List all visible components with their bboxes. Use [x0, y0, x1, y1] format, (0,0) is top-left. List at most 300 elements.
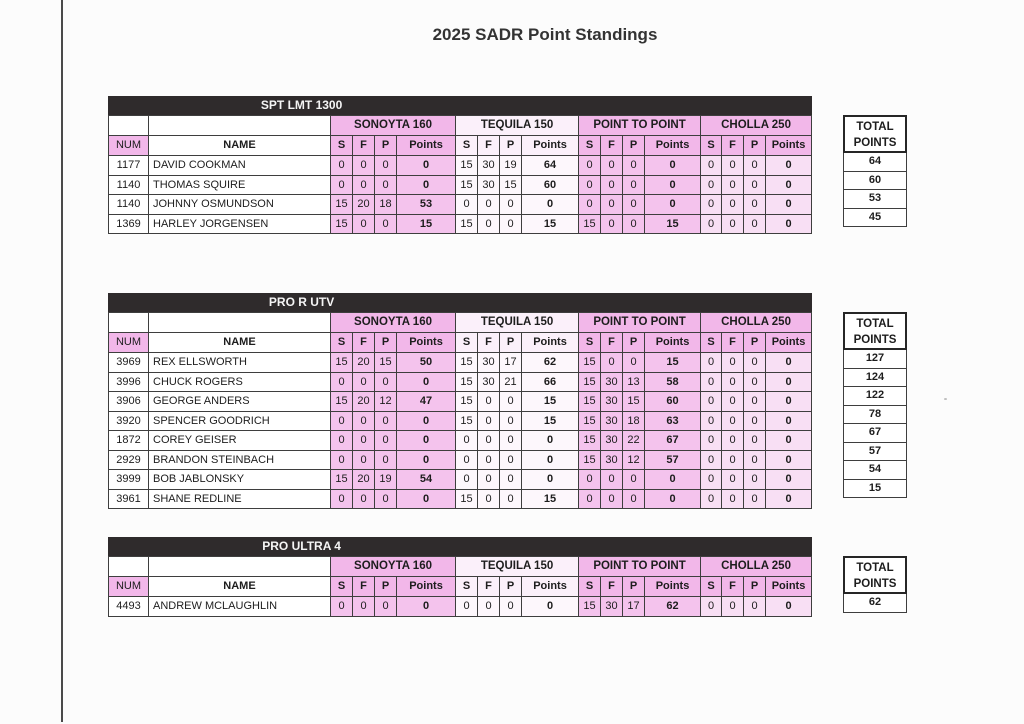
- blank-cell: [149, 313, 331, 333]
- page-edge-line: [61, 0, 63, 722]
- sub-header: P: [744, 136, 766, 156]
- score-cell: 15: [331, 392, 353, 412]
- sub-header: P: [500, 136, 522, 156]
- score-cell: 0: [478, 214, 500, 234]
- points-cell: 0: [522, 597, 579, 617]
- score-cell: 0: [353, 214, 375, 234]
- score-cell: 15: [579, 597, 601, 617]
- score-cell: 0: [601, 175, 623, 195]
- name-cell: GEORGE ANDERS: [149, 392, 331, 412]
- score-cell: 0: [623, 470, 645, 490]
- sub-header: F: [601, 577, 623, 597]
- points-cell: 15: [522, 214, 579, 234]
- sub-header: S: [331, 577, 353, 597]
- standings-section-pro-ultra-4: [108, 537, 897, 617]
- total-cell: 62: [843, 594, 907, 613]
- scan-speck: [944, 398, 947, 400]
- num-header: NUM: [109, 333, 149, 353]
- score-cell: 15: [456, 214, 478, 234]
- score-cell: 15: [456, 353, 478, 373]
- sub-header: Points: [522, 577, 579, 597]
- score-cell: 17: [500, 353, 522, 373]
- score-cell: 15: [456, 156, 478, 176]
- points-cell: 66: [522, 372, 579, 392]
- score-cell: 0: [701, 489, 722, 509]
- score-cell: 0: [722, 431, 744, 451]
- race-header: TEQUILA 150: [456, 313, 579, 333]
- sub-header: F: [353, 136, 375, 156]
- points-cell: 0: [397, 597, 456, 617]
- score-cell: 0: [375, 156, 397, 176]
- driver-row: [109, 175, 812, 195]
- sub-header: F: [722, 136, 744, 156]
- points-cell: 0: [766, 372, 812, 392]
- sub-header: Points: [397, 136, 456, 156]
- sub-header: S: [579, 577, 601, 597]
- sub-header: S: [579, 136, 601, 156]
- score-cell: 0: [744, 372, 766, 392]
- score-cell: 12: [375, 392, 397, 412]
- sub-header: P: [500, 333, 522, 353]
- points-cell: 63: [645, 411, 701, 431]
- name-cell: SHANE REDLINE: [149, 489, 331, 509]
- blank-cell: [149, 116, 331, 136]
- score-cell: 15: [579, 431, 601, 451]
- race-header: SONOYTA 160: [331, 557, 456, 577]
- score-cell: 15: [331, 353, 353, 373]
- num-cell: 4493: [109, 597, 149, 617]
- total-cell: 127: [843, 350, 907, 369]
- score-cell: 15: [579, 353, 601, 373]
- page-title: 2025 SADR Point Standings: [432, 25, 658, 44]
- num-cell: 3996: [109, 372, 149, 392]
- sub-header: F: [722, 333, 744, 353]
- score-cell: 15: [623, 392, 645, 412]
- name-header: NAME: [149, 136, 331, 156]
- score-cell: 0: [478, 489, 500, 509]
- section-title-bar: [108, 96, 812, 115]
- score-cell: 0: [744, 450, 766, 470]
- total-cell: 64: [843, 153, 907, 172]
- race-header: CHOLLA 250: [701, 557, 812, 577]
- section-title-bar: [108, 293, 812, 312]
- score-cell: 0: [353, 372, 375, 392]
- points-cell: 0: [645, 195, 701, 215]
- score-cell: 30: [601, 450, 623, 470]
- score-cell: 0: [456, 431, 478, 451]
- sub-header: Points: [645, 136, 701, 156]
- section-title: PRO ULTRA 4: [262, 539, 341, 553]
- score-cell: 0: [478, 411, 500, 431]
- score-cell: 30: [478, 372, 500, 392]
- score-cell: 0: [744, 470, 766, 490]
- score-cell: 0: [375, 431, 397, 451]
- score-cell: 0: [478, 470, 500, 490]
- sub-header: Points: [766, 136, 812, 156]
- num-cell: 1872: [109, 431, 149, 451]
- score-cell: 0: [623, 175, 645, 195]
- score-cell: 0: [500, 195, 522, 215]
- sub-header: F: [601, 136, 623, 156]
- score-cell: 0: [579, 175, 601, 195]
- score-cell: 0: [331, 175, 353, 195]
- points-cell: 0: [766, 392, 812, 412]
- driver-row: [109, 489, 812, 509]
- points-cell: 0: [397, 489, 456, 509]
- score-cell: 0: [701, 450, 722, 470]
- total-points-header-line: POINTS: [853, 578, 897, 590]
- score-cell: 30: [478, 353, 500, 373]
- race-header-row: [109, 116, 812, 136]
- race-header-row: [109, 313, 812, 333]
- points-cell: 0: [397, 372, 456, 392]
- section-title-bar: [108, 537, 812, 556]
- num-header: NUM: [109, 136, 149, 156]
- score-cell: 0: [500, 214, 522, 234]
- score-cell: 0: [478, 431, 500, 451]
- score-cell: 0: [722, 392, 744, 412]
- score-cell: 0: [744, 195, 766, 215]
- score-cell: 0: [478, 450, 500, 470]
- score-cell: 0: [722, 450, 744, 470]
- score-cell: 0: [722, 156, 744, 176]
- points-cell: 0: [766, 214, 812, 234]
- points-cell: 15: [522, 489, 579, 509]
- total-cell: 57: [843, 443, 907, 462]
- score-cell: 15: [375, 353, 397, 373]
- sub-header: P: [744, 333, 766, 353]
- score-cell: 30: [601, 431, 623, 451]
- score-cell: 0: [744, 214, 766, 234]
- score-cell: 15: [500, 175, 522, 195]
- score-cell: 0: [375, 175, 397, 195]
- score-cell: 0: [375, 372, 397, 392]
- score-cell: 0: [722, 470, 744, 490]
- num-cell: 3969: [109, 353, 149, 373]
- score-cell: 30: [478, 156, 500, 176]
- points-cell: 53: [397, 195, 456, 215]
- driver-row: [109, 411, 812, 431]
- name-header: NAME: [149, 333, 331, 353]
- total-points-box: [843, 556, 907, 613]
- total-points-header-line: TOTAL: [856, 318, 894, 330]
- sub-header: P: [744, 577, 766, 597]
- sub-header: Points: [645, 577, 701, 597]
- score-cell: 17: [623, 597, 645, 617]
- score-cell: 0: [701, 195, 722, 215]
- points-cell: 0: [522, 470, 579, 490]
- points-cell: 0: [645, 489, 701, 509]
- score-cell: 0: [601, 156, 623, 176]
- sub-header: S: [456, 333, 478, 353]
- points-cell: 0: [397, 431, 456, 451]
- score-cell: 18: [623, 411, 645, 431]
- race-header: SONOYTA 160: [331, 116, 456, 136]
- score-cell: 0: [353, 450, 375, 470]
- score-cell: 0: [722, 489, 744, 509]
- score-cell: 0: [331, 372, 353, 392]
- name-cell: ANDREW MCLAUGHLIN: [149, 597, 331, 617]
- total-cell: 124: [843, 369, 907, 388]
- column-header-row: [109, 577, 812, 597]
- total-points-box: [843, 312, 907, 498]
- score-cell: 15: [331, 214, 353, 234]
- points-cell: 15: [645, 214, 701, 234]
- sub-header: P: [623, 136, 645, 156]
- score-cell: 0: [579, 156, 601, 176]
- num-cell: 1177: [109, 156, 149, 176]
- name-cell: SPENCER GOODRICH: [149, 411, 331, 431]
- score-cell: 0: [601, 470, 623, 490]
- race-header: CHOLLA 250: [701, 313, 812, 333]
- score-cell: 0: [331, 156, 353, 176]
- score-cell: 0: [701, 156, 722, 176]
- sub-header: Points: [522, 136, 579, 156]
- score-cell: 0: [375, 597, 397, 617]
- driver-row: [109, 597, 812, 617]
- race-header: POINT TO POINT: [579, 116, 701, 136]
- num-cell: 3961: [109, 489, 149, 509]
- sub-header: S: [701, 333, 722, 353]
- sub-header: Points: [522, 333, 579, 353]
- standings-grid: [108, 115, 812, 234]
- score-cell: 0: [456, 195, 478, 215]
- sub-header: Points: [397, 577, 456, 597]
- score-cell: 0: [701, 597, 722, 617]
- points-cell: 0: [766, 470, 812, 490]
- driver-row: [109, 195, 812, 215]
- score-cell: 0: [500, 431, 522, 451]
- score-cell: 0: [722, 195, 744, 215]
- num-header: NUM: [109, 577, 149, 597]
- points-cell: 62: [645, 597, 701, 617]
- score-cell: 0: [722, 214, 744, 234]
- sub-header: P: [623, 577, 645, 597]
- sub-header: Points: [766, 577, 812, 597]
- score-cell: 0: [623, 489, 645, 509]
- sub-header: F: [478, 333, 500, 353]
- sub-header: Points: [766, 333, 812, 353]
- score-cell: 15: [579, 372, 601, 392]
- driver-row: [109, 392, 812, 412]
- score-cell: 19: [375, 470, 397, 490]
- points-cell: 0: [522, 195, 579, 215]
- score-cell: 13: [623, 372, 645, 392]
- blank-cell: [109, 116, 149, 136]
- score-cell: 0: [722, 175, 744, 195]
- sub-header: S: [701, 577, 722, 597]
- section-title: PRO R UTV: [268, 295, 335, 309]
- score-cell: 15: [456, 411, 478, 431]
- score-cell: 0: [331, 597, 353, 617]
- name-cell: THOMAS SQUIRE: [149, 175, 331, 195]
- name-cell: BOB JABLONSKY: [149, 470, 331, 490]
- name-cell: JOHNNY OSMUNDSON: [149, 195, 331, 215]
- total-points-header: [843, 312, 907, 350]
- score-cell: 0: [353, 431, 375, 451]
- total-cell: 53: [843, 190, 907, 209]
- points-cell: 0: [766, 597, 812, 617]
- driver-row: [109, 156, 812, 176]
- points-cell: 15: [645, 353, 701, 373]
- points-cell: 0: [645, 156, 701, 176]
- score-cell: 0: [331, 411, 353, 431]
- score-cell: 0: [744, 353, 766, 373]
- score-cell: 0: [500, 597, 522, 617]
- total-points-header: [843, 115, 907, 153]
- points-cell: 62: [522, 353, 579, 373]
- driver-row: [109, 214, 812, 234]
- score-cell: 0: [456, 450, 478, 470]
- num-cell: 1140: [109, 195, 149, 215]
- race-header: POINT TO POINT: [579, 313, 701, 333]
- sub-header: S: [331, 136, 353, 156]
- sub-header: Points: [397, 333, 456, 353]
- score-cell: 0: [744, 392, 766, 412]
- points-cell: 0: [766, 353, 812, 373]
- score-cell: 18: [375, 195, 397, 215]
- blank-cell: [109, 313, 149, 333]
- standings-grid: [108, 556, 812, 617]
- sub-header: F: [722, 577, 744, 597]
- score-cell: 15: [579, 214, 601, 234]
- score-cell: 15: [456, 372, 478, 392]
- sub-header: P: [375, 136, 397, 156]
- total-cell: 122: [843, 387, 907, 406]
- sub-header: F: [353, 577, 375, 597]
- score-cell: 20: [353, 392, 375, 412]
- race-header: POINT TO POINT: [579, 557, 701, 577]
- score-cell: 0: [375, 214, 397, 234]
- sub-header: S: [456, 577, 478, 597]
- score-cell: 0: [331, 450, 353, 470]
- driver-row: [109, 470, 812, 490]
- column-header-row: [109, 136, 812, 156]
- sub-header: Points: [645, 333, 701, 353]
- points-cell: 0: [766, 175, 812, 195]
- score-cell: 0: [744, 431, 766, 451]
- score-cell: 15: [331, 195, 353, 215]
- num-cell: 3999: [109, 470, 149, 490]
- points-cell: 0: [766, 195, 812, 215]
- score-cell: 0: [701, 372, 722, 392]
- total-cell: 60: [843, 172, 907, 191]
- score-cell: 0: [744, 156, 766, 176]
- sub-header: P: [623, 333, 645, 353]
- driver-row: [109, 372, 812, 392]
- sub-header: F: [478, 136, 500, 156]
- score-cell: 15: [579, 392, 601, 412]
- score-cell: 0: [701, 214, 722, 234]
- sub-header: S: [331, 333, 353, 353]
- score-cell: 0: [353, 411, 375, 431]
- section-title: SPT LMT 1300: [260, 98, 343, 112]
- score-cell: 0: [478, 392, 500, 412]
- total-cell: 15: [843, 480, 907, 499]
- total-cell: 54: [843, 461, 907, 480]
- points-cell: 15: [522, 411, 579, 431]
- score-cell: 0: [701, 353, 722, 373]
- score-cell: 0: [722, 353, 744, 373]
- sub-header: P: [375, 577, 397, 597]
- name-cell: COREY GEISER: [149, 431, 331, 451]
- total-points-header-line: POINTS: [853, 137, 897, 149]
- points-cell: 57: [645, 450, 701, 470]
- race-header: SONOYTA 160: [331, 313, 456, 333]
- name-cell: HARLEY JORGENSEN: [149, 214, 331, 234]
- score-cell: 0: [478, 195, 500, 215]
- name-header: NAME: [149, 577, 331, 597]
- score-cell: 0: [701, 470, 722, 490]
- sub-header: S: [579, 333, 601, 353]
- total-points-header-line: TOTAL: [856, 562, 894, 574]
- score-cell: 0: [744, 489, 766, 509]
- score-cell: 0: [722, 411, 744, 431]
- total-cell: 45: [843, 209, 907, 228]
- sub-header: F: [353, 333, 375, 353]
- score-cell: 0: [701, 411, 722, 431]
- score-cell: 0: [478, 597, 500, 617]
- standings-grid: [108, 312, 812, 509]
- score-cell: 15: [579, 450, 601, 470]
- score-cell: 0: [375, 411, 397, 431]
- sub-header: P: [375, 333, 397, 353]
- score-cell: 0: [500, 392, 522, 412]
- sub-header: F: [601, 333, 623, 353]
- points-cell: 50: [397, 353, 456, 373]
- standings-section-spt-lmt-1300: [108, 96, 897, 234]
- num-cell: 3906: [109, 392, 149, 412]
- points-cell: 15: [397, 214, 456, 234]
- score-cell: 0: [601, 353, 623, 373]
- score-cell: 0: [500, 450, 522, 470]
- score-cell: 0: [579, 195, 601, 215]
- score-cell: 19: [500, 156, 522, 176]
- sub-header: S: [701, 136, 722, 156]
- blank-cell: [109, 557, 149, 577]
- points-cell: 0: [397, 156, 456, 176]
- num-cell: 1369: [109, 214, 149, 234]
- score-cell: 30: [601, 392, 623, 412]
- score-cell: 30: [601, 597, 623, 617]
- sub-header: P: [500, 577, 522, 597]
- score-cell: 0: [456, 597, 478, 617]
- points-cell: 67: [645, 431, 701, 451]
- score-cell: 0: [500, 411, 522, 431]
- score-cell: 0: [375, 489, 397, 509]
- points-cell: 0: [397, 411, 456, 431]
- total-cell: 67: [843, 424, 907, 443]
- score-cell: 0: [623, 214, 645, 234]
- score-cell: 15: [456, 489, 478, 509]
- driver-row: [109, 431, 812, 451]
- score-cell: 12: [623, 450, 645, 470]
- driver-row: [109, 353, 812, 373]
- driver-row: [109, 450, 812, 470]
- score-cell: 0: [353, 175, 375, 195]
- score-cell: 0: [701, 175, 722, 195]
- points-cell: 0: [522, 431, 579, 451]
- num-cell: 2929: [109, 450, 149, 470]
- points-cell: 15: [522, 392, 579, 412]
- score-cell: 0: [623, 195, 645, 215]
- score-cell: 0: [701, 392, 722, 412]
- blank-cell: [149, 557, 331, 577]
- score-cell: 30: [478, 175, 500, 195]
- score-cell: 20: [353, 353, 375, 373]
- total-points-header-line: POINTS: [853, 334, 897, 346]
- race-header: TEQUILA 150: [456, 557, 579, 577]
